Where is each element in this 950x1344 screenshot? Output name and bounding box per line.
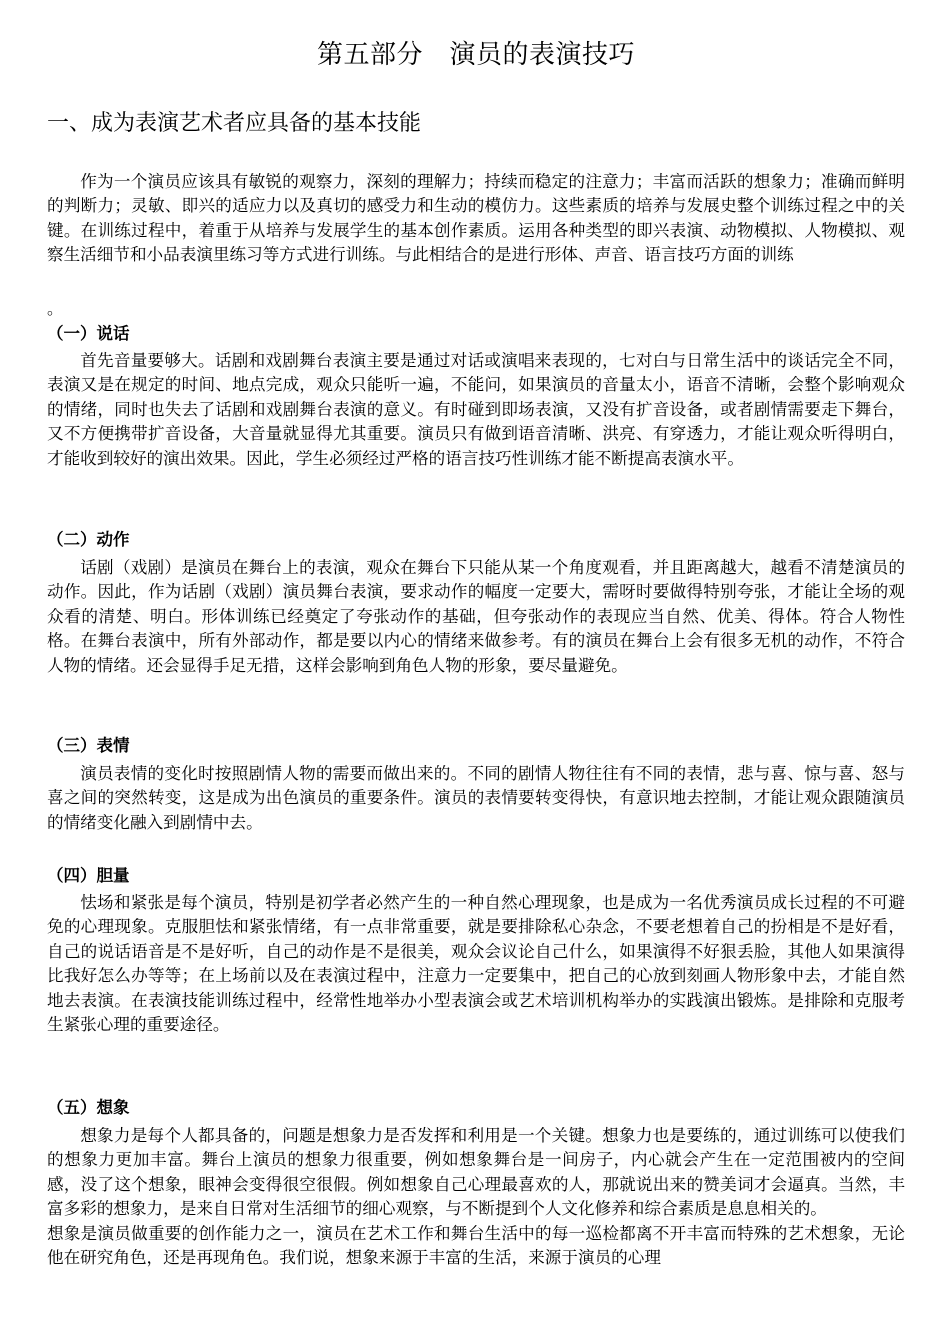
subsection-body-courage-block [47,891,905,1037]
subsection-heading-imagination: （五）想象 [47,1098,130,1117]
subsection-heading-courage: （四）胆量 [47,866,130,885]
subsection-heading-action: （二）动作 [47,530,130,549]
subsection-body-courage: 怯场和紧张是每个演员，特别是初学者必然产生的一种自然心理现象，也是成为一名优秀演员成长过程的不可避免的心理现象。克服胆怯和紧张情绪，有一点非常重要，就是要排除私心杂念，不要老想着自己的扮相是不是好看，自己的说话语音是不是好听，自己的动作是不是很美，观众会议论自己什么，如果演得不好狠丢脸，其他人如果演得比我好怎么办等等；在上场前以及在表演过程中，注意力一定要集中，把自己的心放到刻画人物形象中去，才能自然地去表演。在表演技能训练过程中，经常性地举办小型表演会或艺术培训机构举办的实践演出锻炼。是排除和克服考生紧张心理的重要途径。 [47,893,905,1035]
subsection-body-expression-block [47,762,905,835]
subsection-body-action-block [47,556,905,678]
intro-block [47,170,905,268]
subsection-body-imagination-block [47,1124,905,1270]
subsection-body-speech: 首先音量要够大。话剧和戏剧舞台表演主要是通过对话或演唱来表现的，七对白与日常生活中的谈话完全不同，表演又是在规定的时间、地点完成，观众只能听一遍，不能问，如果演员的音量太小，语音不清晰，会整个影响观众的情绪，同时也失去了话剧和戏剧舞台表演的意义。有时碰到即场表演，又没有扩音设备，或者剧情需要走下舞台，又不方便携带扩音设备，大音量就显得尤其重要。演员只有做到语音清晰、洪亮、有穿透力，才能让观众听得明白，才能收到较好的演出效果。因此，学生必须经过严格的语言技巧性训练才能不断提高表演水平。 [47,351,905,468]
intro-tail: 。 [47,299,64,318]
intro-paragraph: 作为一个演员应该具有敏锐的观察力，深刻的理解力；持续而稳定的注意力；丰富而活跃的想象力；准确而鲜明的判断力；灵敏、即兴的适应力以及真切的感受力和生动的模仿力。这些素质的培养与发展史整个训练过程之中的关键。在训练过程中，着重于从培养与发展学生的基本创作素质。运用各种类型的即兴表演、动物模拟、人物模拟、观察生活细节和小品表演里练习等方式进行训练。与此相结合的是进行形体、声音、语言技巧方面的训练 [47,172,905,265]
subsection-heading-expression: （三）表情 [47,736,130,755]
section-heading: 一、成为表演艺术者应具备的基本技能 [47,111,422,136]
subsection-body-imagination: 想象力是每个人都具备的，问题是想象力是否发挥和利用是一个关键。想象力也是要练的，通过训练可以使我们的想象力更加丰富。舞台上演员的想象力很重要，例如想象舞台是一间房子，内心就会产生在一定范围被内的空间感，没了这个想象，眼神会变得很空很假。例如想象自己心理最喜欢的人，那就说出来的赞美词才会逼真。当然，丰富多彩的想象力，是来自日常对生活细节的细心观察，与不断提到个人文化修养和综合素质是息息相关的。 [47,1126,905,1219]
subsection-body-speech-block [47,349,905,471]
subsection-body-imagination-continued: 想象是演员做重要的创作能力之一，演员在艺术工作和舞台生活中的每一巡检都离不开丰富而特殊的艺术想象，无论他在研究角色，还是再现角色。我们说，想象来源于丰富的生活，来源于演员的心理 [47,1223,905,1268]
document-title: 第五部分 演员的表演技巧 [316,40,635,70]
subsection-body-expression: 演员表情的变化时按照剧情人物的需要而做出来的。不同的剧情人物往往有不同的表情，悲与喜、惊与喜、怒与喜之间的突然转变，这是成为出色演员的重要条件。演员的表情要转变得快，有意识地去控制，才能让观众跟随演员的情绪变化融入到剧情中去。 [47,764,905,832]
subsection-body-action: 话剧（戏剧）是演员在舞台上的表演，观众在舞台下只能从某一个角度观看，并且距离越大，越看不清楚演员的动作。因此，作为话剧（戏剧）演员舞台表演，要求动作的幅度一定要大，需呀时要做得特别夸张，才能让全场的观众看的清楚、明白。形体训练已经奠定了夸张动作的基础，但夸张动作的表现应当自然、优美、得体。符合人物性格。在舞台表演中，所有外部动作，都是要以内心的情绪来做参考。有的演员在舞台上会有很多无机的动作，不符合人物的情绪。还会显得手足无措，这样会影响到角色人物的形象，要尽量避免。 [47,558,905,675]
subsection-heading-speech: （一）说话 [47,324,130,343]
